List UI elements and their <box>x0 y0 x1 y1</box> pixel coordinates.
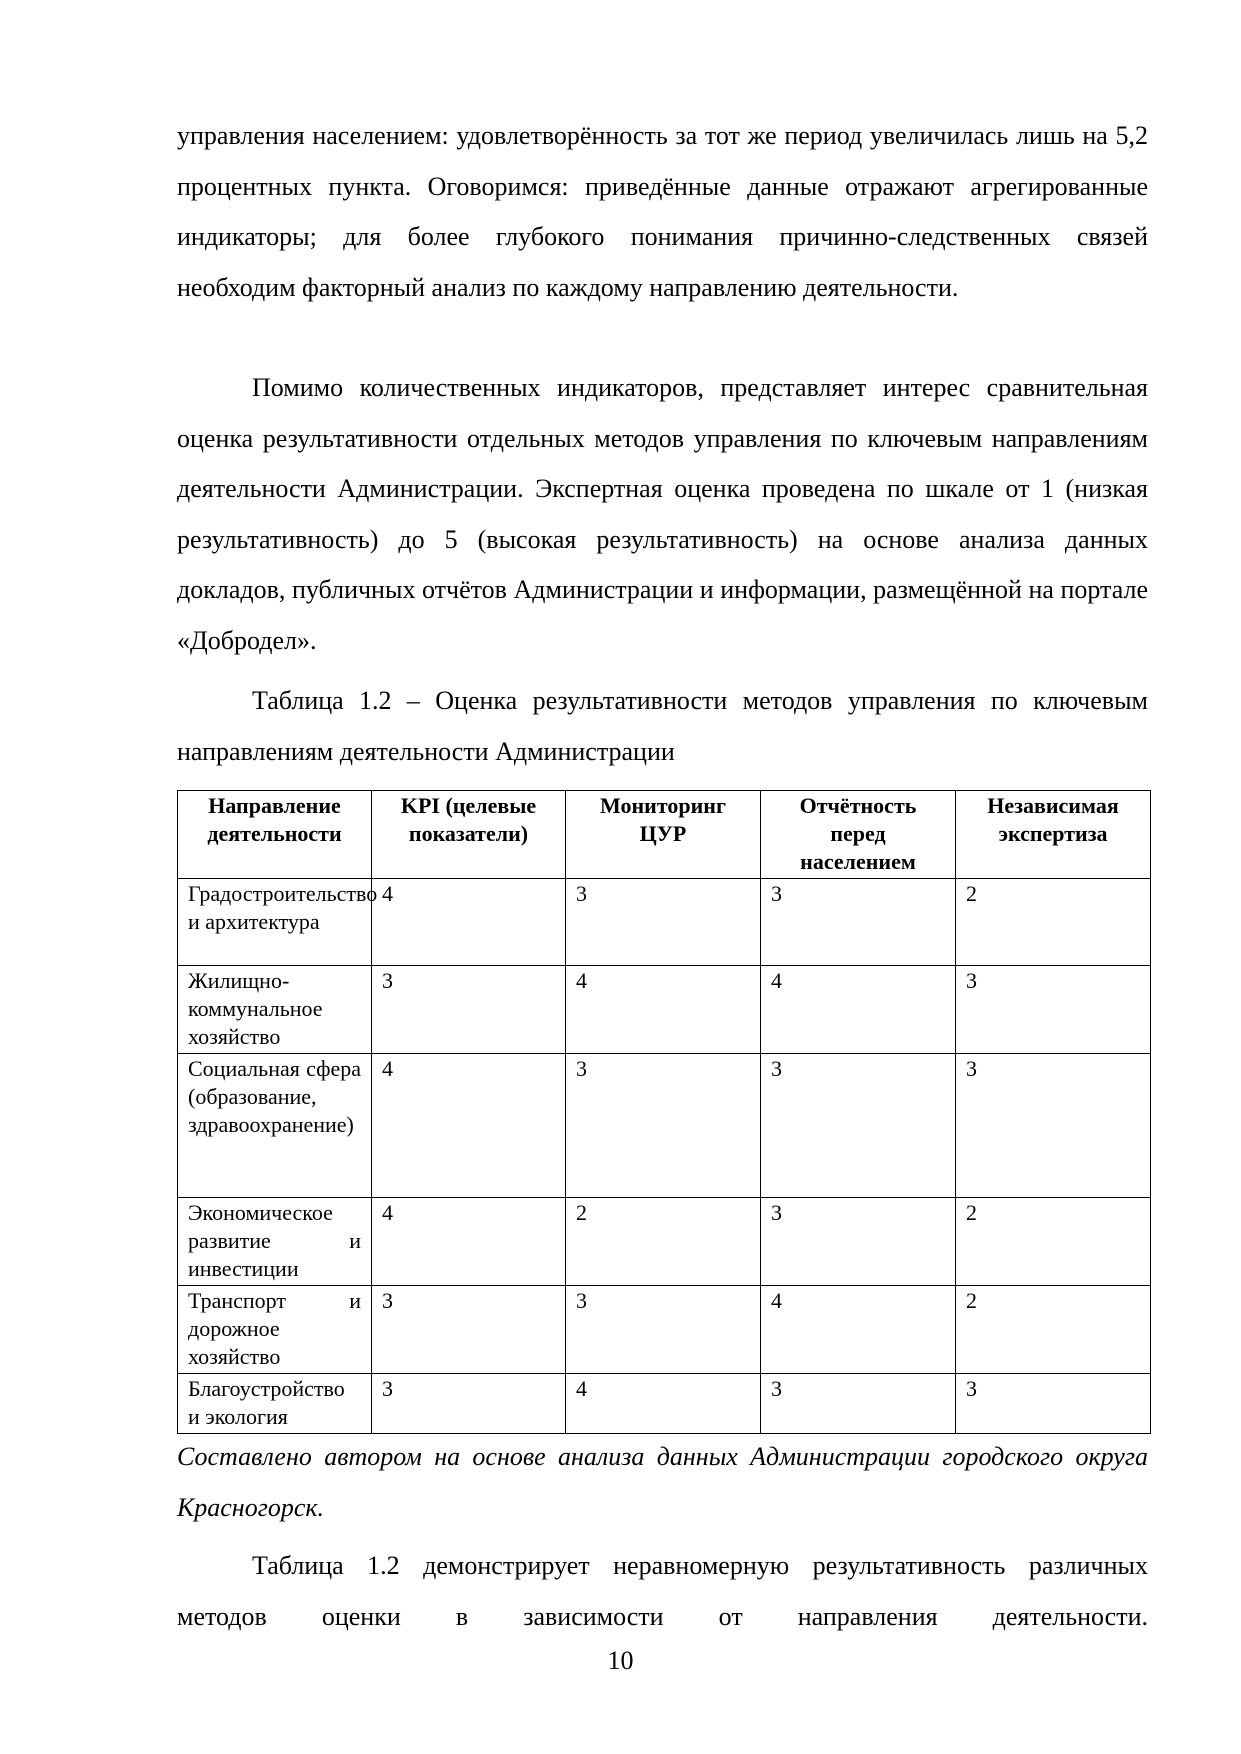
cell-score: 3 <box>761 879 956 966</box>
cell-score: 4 <box>566 966 761 1054</box>
cell-score: 4 <box>372 1054 566 1198</box>
table-row <box>178 1286 1151 1374</box>
cell-score: 4 <box>761 966 956 1054</box>
header-independent-expertise: Независимая экспертиза <box>956 791 1151 879</box>
header-sdg-monitoring: Мониторинг ЦУР <box>566 791 761 879</box>
table-source-text: Составлено автором на основе анализа данных Администрации городского округа Красногорск. <box>177 1442 1148 1522</box>
assessment-table <box>177 790 1151 1434</box>
cell-direction: Жилищно-коммунальное хозяйство <box>178 966 372 1054</box>
cell-score: 3 <box>956 966 1151 1054</box>
table-header-row <box>178 791 1151 879</box>
paragraph-3 <box>177 1541 1148 1642</box>
cell-direction: Транспорт и дорожное хозяйство <box>178 1286 372 1374</box>
cell-direction: Благоустройство и экология <box>178 1374 372 1434</box>
assessment-table-wrapper <box>177 790 1150 1434</box>
cell-direction: Социальная сфера (образование, здравоохранение) <box>178 1054 372 1198</box>
paragraph-3-text: Таблица 1.2 демонстрирует неравномерную результативность различных методов оценки в зависимости от направления деятельности. <box>177 1551 1148 1631</box>
cell-score: 3 <box>761 1198 956 1286</box>
cell-score: 3 <box>566 1286 761 1374</box>
paragraph-1-text: управления населением: удовлетворённость за тот же период увеличилась лишь на 5,2 процентных пункта. Оговоримся: приведённые данные отражают агрегированные индикаторы; для более глубокого понимания причинно-следственных связей необходим факторный анализ по каждому направлению деятельности. <box>177 121 1148 302</box>
table-source-note <box>177 1432 1148 1533</box>
page-number: 10 <box>607 1646 634 1675</box>
cell-score: 3 <box>372 1374 566 1434</box>
table-caption <box>177 676 1148 777</box>
cell-score: 4 <box>566 1374 761 1434</box>
cell-direction: Градостроительство и архитектура <box>178 879 372 966</box>
cell-score: 4 <box>761 1286 956 1374</box>
cell-score: 4 <box>372 879 566 966</box>
paragraph-2 <box>177 363 1148 666</box>
table-caption-text: Таблица 1.2 – Оценка результативности методов управления по ключевым направлениям деятельности Администрации <box>177 686 1148 766</box>
cell-score: 4 <box>372 1198 566 1286</box>
header-direction: Направление деятельности <box>178 791 372 879</box>
cell-score: 2 <box>956 879 1151 966</box>
paragraph-1 <box>177 111 1148 313</box>
cell-score: 2 <box>566 1198 761 1286</box>
paragraph-2-text: Помимо количественных индикаторов, представляет интерес сравнительная оценка результативности отдельных методов управления по ключевым направлениям деятельности Администрации. Экспертная оценка проведена по шкале от 1 (низкая результативность) до 5 (высокая результативность) на основе анализа данных докладов, публичных отчётов Администрации и информации, размещённой на портале «Добродел». <box>177 373 1148 655</box>
header-public-reporting: Отчётность перед населением <box>761 791 956 879</box>
cell-score: 3 <box>566 879 761 966</box>
table-row <box>178 879 1151 966</box>
cell-score: 3 <box>761 1054 956 1198</box>
cell-score: 3 <box>956 1054 1151 1198</box>
cell-score: 3 <box>956 1374 1151 1434</box>
cell-direction: Экономическое развитие и инвестиции <box>178 1198 372 1286</box>
cell-score: 3 <box>372 1286 566 1374</box>
table-row <box>178 1198 1151 1286</box>
cell-score: 2 <box>956 1198 1151 1286</box>
table-row <box>178 1054 1151 1198</box>
table-row <box>178 1374 1151 1434</box>
cell-score: 3 <box>566 1054 761 1198</box>
cell-score: 3 <box>372 966 566 1054</box>
cell-score: 3 <box>761 1374 956 1434</box>
header-kpi: KPI (целевые показатели) <box>372 791 566 879</box>
table-row <box>178 966 1151 1054</box>
cell-score: 2 <box>956 1286 1151 1374</box>
